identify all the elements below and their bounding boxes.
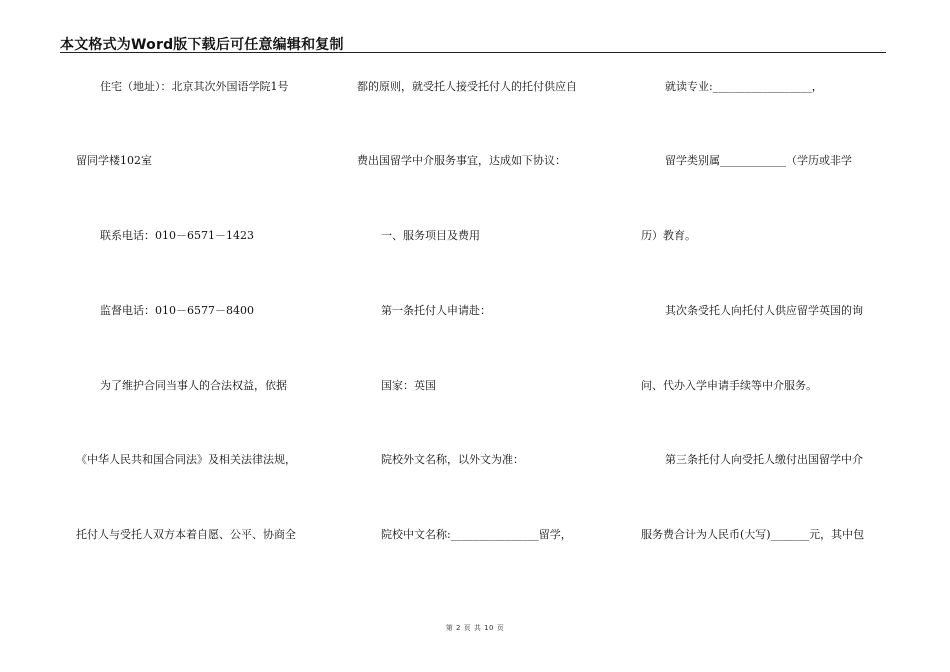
text-line: 国家：英国: [381, 379, 436, 392]
text-line: 监督电话：010－6577－8400: [100, 304, 254, 317]
section-heading: 一、服务项目及费用: [381, 229, 480, 242]
text-line: 为了维护合同当事人的合法权益，依据: [100, 379, 287, 392]
document-header-title: 本文格式为Word版下载后可任意编辑和复制: [60, 37, 344, 53]
text-line: 联系电话：010－6571－1423: [100, 229, 254, 242]
text-line: 第三条托付人向受托人缴付出国留学中介: [665, 453, 863, 466]
text-line: 其次条受托人向托付人供应留学英国的询: [665, 304, 863, 317]
text-line: 历）教育。: [641, 229, 696, 242]
text-line: 服务费合计为人民币(大写)_______元，其中包: [641, 528, 865, 541]
text-line: 院校中文名称:________________留学，: [381, 528, 572, 541]
text-line: 问、代办入学申请手续等中介服务。: [641, 379, 817, 392]
text-line: 留同学楼102室: [76, 154, 152, 167]
text-line: 第一条托付人申请赴：: [381, 304, 491, 317]
page-number-footer: 第 2 页 共 10 页: [445, 624, 505, 632]
text-line: 费出国留学中介服务事宜，达成如下协议：: [357, 154, 566, 167]
text-line: 《中华人民共和国合同法》及相关法律法规，: [76, 453, 296, 466]
text-line: 都的原则，就受托人接受托付人的托付供应自: [357, 80, 577, 93]
header-divider: [60, 52, 886, 53]
text-line: 托付人与受托人双方本着自愿、公平、协商全: [76, 528, 296, 541]
text-line: 院校外文名称，以外文为准：: [381, 453, 524, 466]
text-line: 就读专业:__________________，: [665, 80, 823, 93]
text-line: 留学类别属____________（学历或非学: [665, 154, 852, 167]
text-line: 住宅（地址）：北京其次外国语学院1号: [100, 80, 289, 93]
